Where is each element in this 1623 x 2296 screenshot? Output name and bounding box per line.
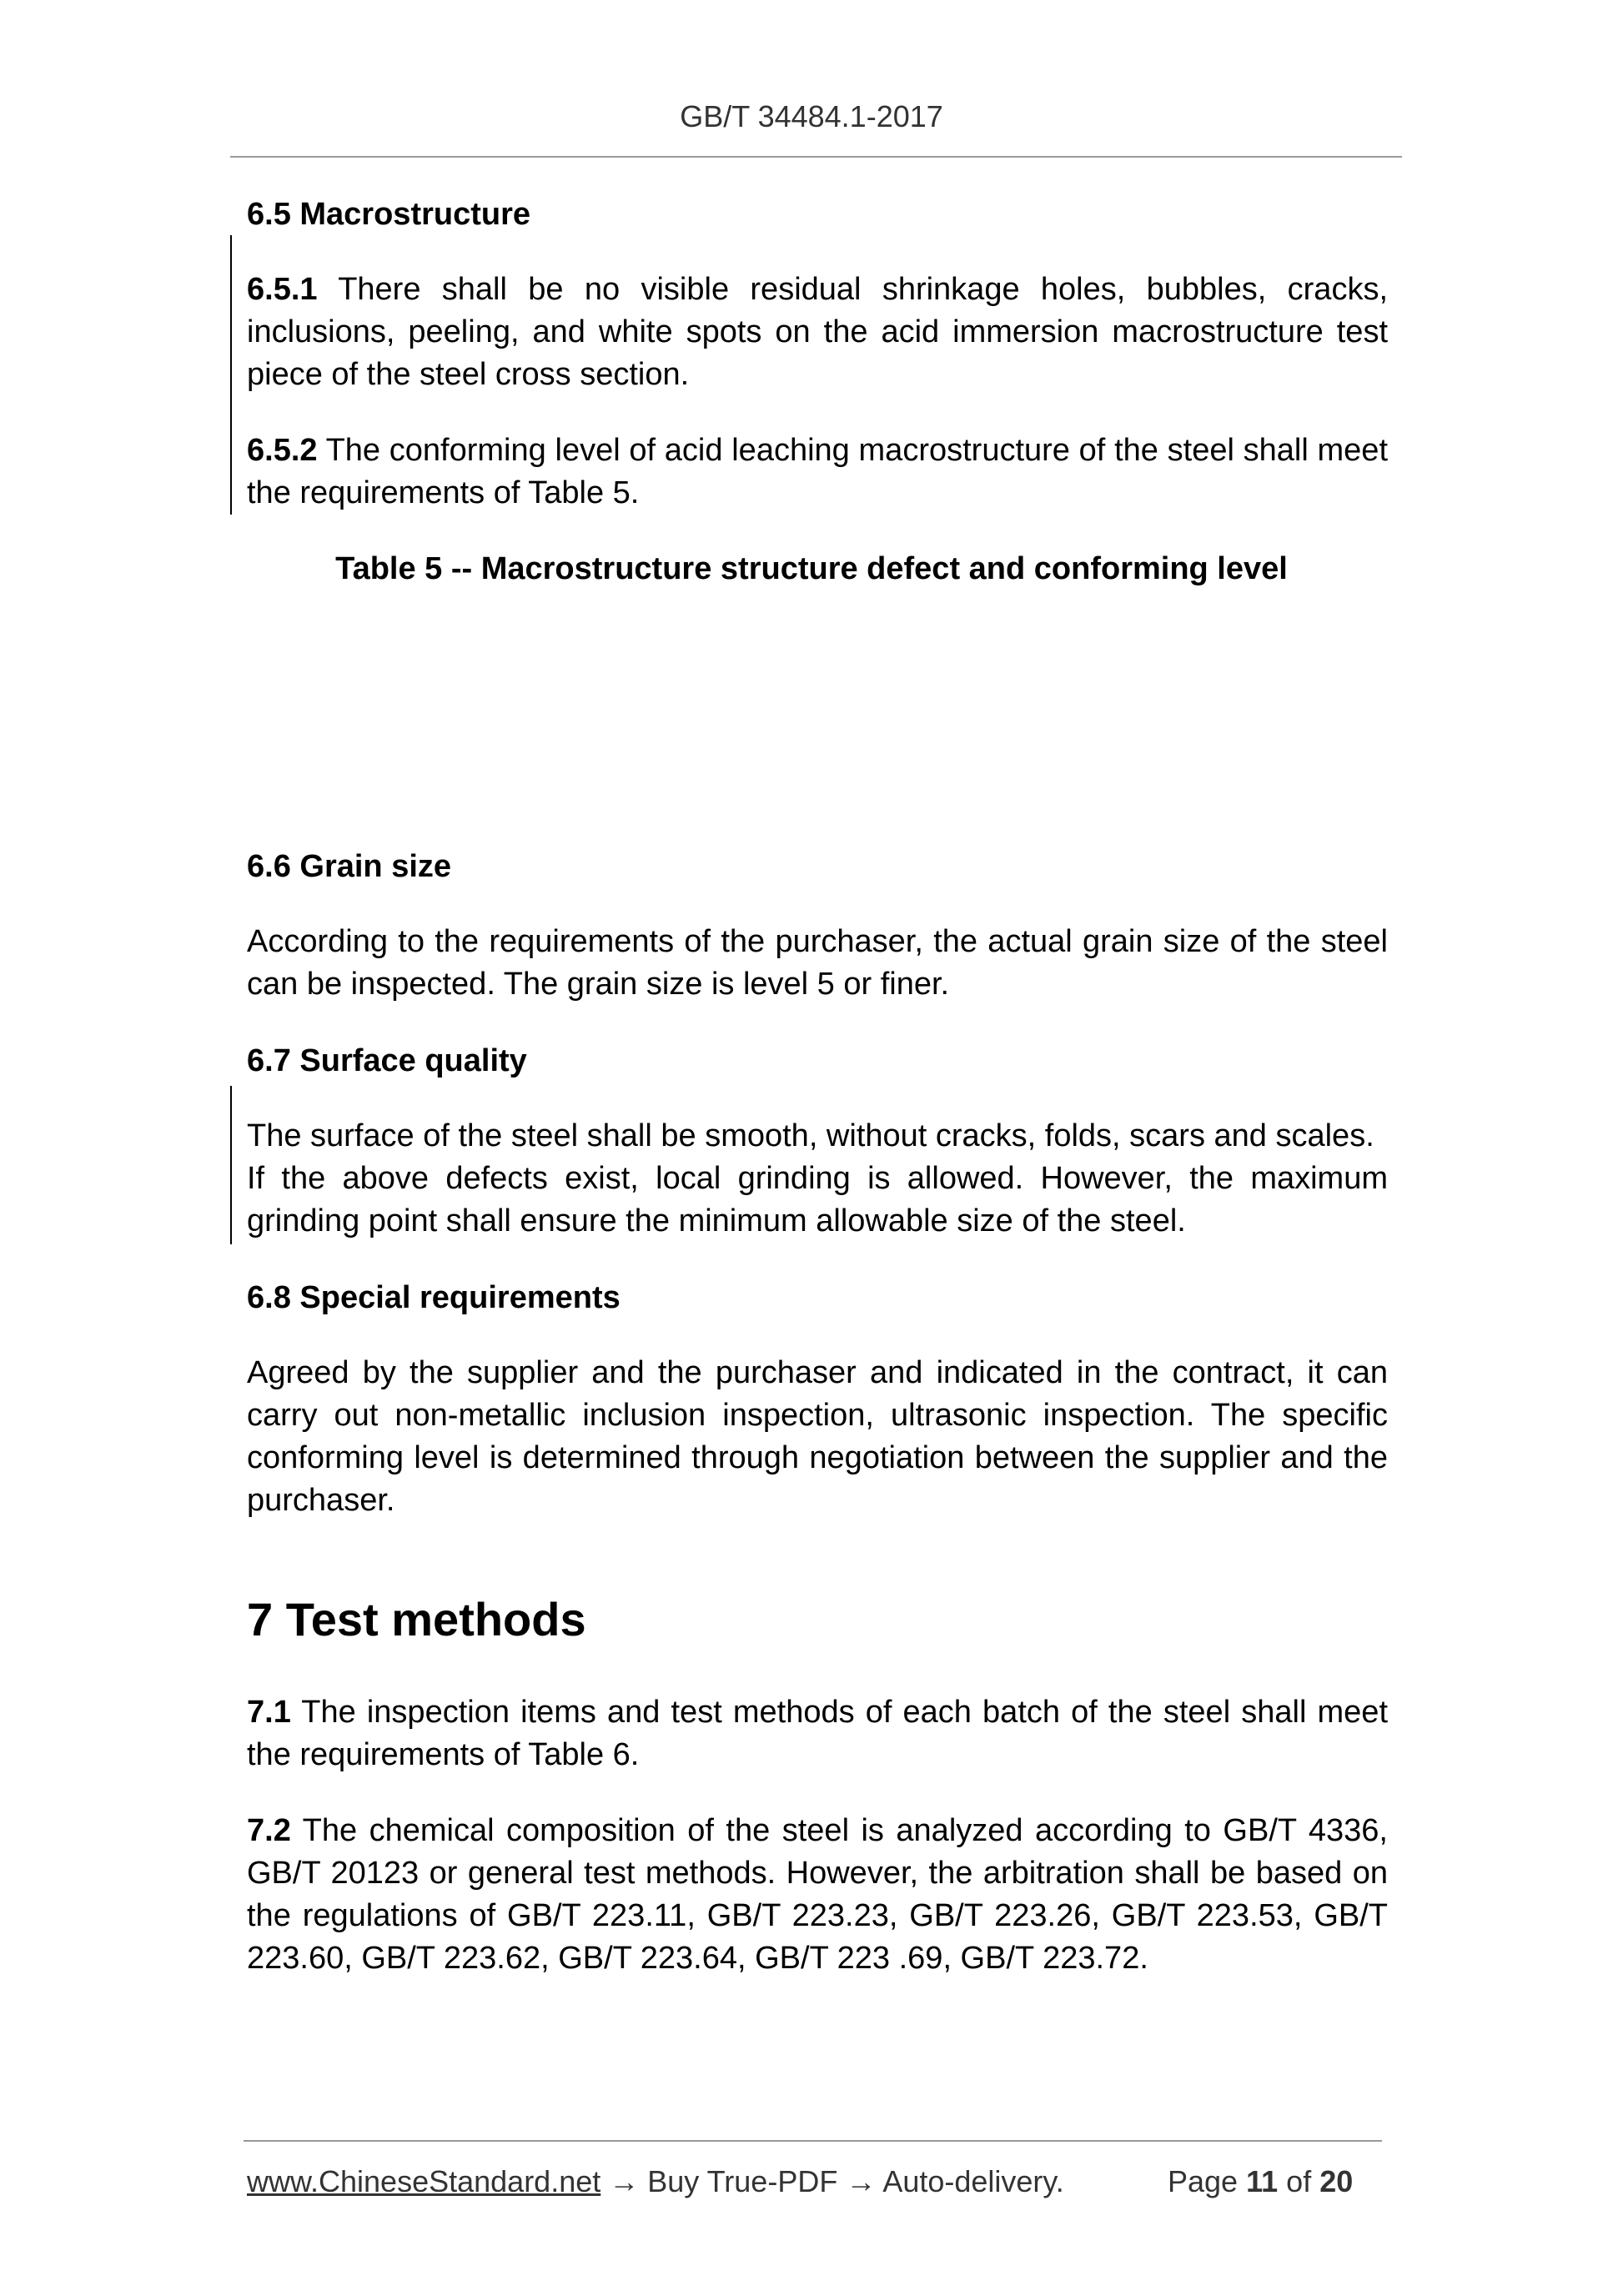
- clause-text: The conforming level of acid leaching macrostructure of the steel shall meet the requirements of Table 5.: [247, 433, 1388, 510]
- page-total: 20: [1319, 2164, 1354, 2198]
- change-bar: [230, 235, 232, 515]
- footer-left: [247, 2163, 1064, 2200]
- footer-tagline: → Buy True-PDF → Auto-delivery.: [600, 2164, 1064, 2198]
- footer-divider: [244, 2140, 1382, 2142]
- paragraph-line: If the above defects exist, local grinding is allowed. However, the maximum grinding point shall ensure the minimum allowable size of the steel.: [247, 1161, 1388, 1238]
- paragraph-6-5-2: [247, 430, 1388, 515]
- clause-text: There shall be no visible residual shrinkage holes, bubbles, cracks, inclusions, peeling, and white spots on the acid immersion macrostructure test piece of the steel cross section.: [247, 272, 1389, 392]
- heading-6-8: 6.8 Special requirements: [247, 1280, 621, 1315]
- heading-6-7: 6.7 Surface quality: [247, 1043, 527, 1078]
- heading-7: 7 Test methods: [247, 1593, 586, 1645]
- clause-number: 6.5.2: [247, 433, 318, 468]
- heading-6-5: 6.5 Macrostructure: [247, 197, 531, 232]
- paragraph-6-6: According to the requirements of the purchaser, the actual grain size of the steel can be inspected. The grain size is level 5 or finer.: [247, 924, 1388, 1002]
- page-indicator: [1168, 2163, 1353, 2200]
- header-divider: [230, 156, 1402, 158]
- paragraph-line: The surface of the steel shall be smooth, without cracks, folds, scars and scales.: [247, 1118, 1374, 1153]
- clause-number: 7.2: [247, 1813, 291, 1848]
- paragraph-6-5-1: [247, 269, 1388, 396]
- page-current: 11: [1246, 2164, 1279, 2198]
- running-header: GB/T 34484.1-2017: [680, 99, 943, 133]
- change-bar: [230, 1086, 232, 1244]
- clause-text: The chemical composition of the steel is analyzed according to GB/T 4336, GB/T 20123 or general test methods. However, the arbitration shall be based on the regulations of GB/T 223.11, GB/T 223.23, GB/T 223.26, GB/T 223.53, GB/T 223.60, GB/T 223.62, GB/T 223.64, GB/T 223 .69, GB/T 223.72.: [247, 1813, 1388, 1976]
- paragraph-6-7: [247, 1115, 1388, 1243]
- clause-text: The inspection items and test methods of each batch of the steel shall meet the requirements of Table 6.: [247, 1695, 1388, 1772]
- paragraph-6-8: Agreed by the supplier and the purchaser and indicated in the contract, it can carry out non-metallic inclusion inspection, ultrasonic inspection. The specific conforming level is determined through negotiation between the supplier and the purchaser.: [247, 1355, 1388, 1518]
- website-link[interactable]: www.ChineseStandard.net: [247, 2164, 601, 2198]
- paragraph-7-1: [247, 1691, 1388, 1776]
- clause-number: 7.1: [247, 1695, 291, 1730]
- page-of: of: [1286, 2164, 1312, 2198]
- paragraph-7-2: [247, 1810, 1388, 1980]
- page-label: Page: [1168, 2164, 1239, 2198]
- table-5-caption: Table 5 -- Macrostructure structure defect and conforming level: [335, 551, 1288, 586]
- clause-number: 6.5.1: [247, 272, 318, 307]
- heading-6-6: 6.6 Grain size: [247, 849, 452, 884]
